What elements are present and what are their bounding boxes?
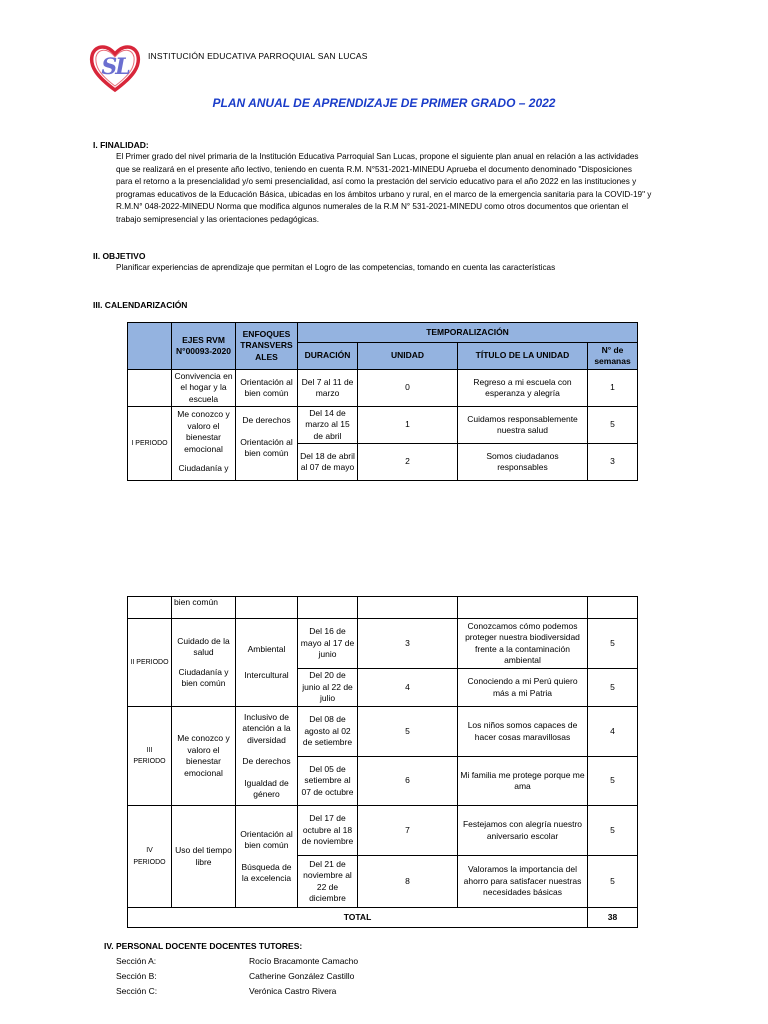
total-value: 38 <box>588 908 638 928</box>
enfoque-text: Orientación al bien común <box>240 436 293 458</box>
table-row <box>128 597 638 619</box>
calendar-table-part-2 <box>127 596 638 928</box>
periodo-cell: I PERIODO <box>128 407 172 481</box>
personal-heading: IV. PERSONAL DOCENTE DOCENTES TUTORES: <box>104 941 303 951</box>
eje-cell <box>172 407 236 481</box>
semanas-cell: 3 <box>588 444 638 481</box>
tutor-name: Verónica Castro Rivera <box>249 986 337 996</box>
titulo-cell: Somos ciudadanos responsables <box>458 444 588 481</box>
enfoque-text: Inclusivo de atención a la diversidad <box>242 711 291 745</box>
tutor-name: Catherine González Castillo <box>249 971 355 981</box>
enfoque-text: Orientación al bien común <box>240 828 293 850</box>
table-row <box>128 806 638 856</box>
duracion-cell: Del 16 de mayo al 17 de junio <box>298 619 358 669</box>
enfoque-text: De derechos <box>242 756 291 766</box>
header-periodo <box>128 323 172 370</box>
header-unidad: UNIDAD <box>358 343 458 370</box>
semanas-cell: 5 <box>588 669 638 707</box>
titulo-cell-empty <box>458 597 588 619</box>
header-semanas: N° de semanas <box>588 343 638 370</box>
semanas-cell: 5 <box>588 619 638 669</box>
semanas-cell: 5 <box>588 407 638 444</box>
objetivo-text: Planificar experiencias de aprendizaje que permitan el Logro de las competencias, tomando en cuenta las características <box>116 263 556 272</box>
header-temporalizacion: TEMPORALIZACIÓN <box>298 323 638 343</box>
titulo-cell: Valoramos la importancia del ahorro para satisfacer nuestras necesidades básicas <box>458 856 588 908</box>
objetivo-heading: II. OBJETIVO <box>93 251 146 261</box>
institution-name: INSTITUCIÓN EDUCATIVA PARROQUIAL SAN LUCAS <box>148 51 368 61</box>
enfoque-cell: Orientación al bien común <box>236 370 298 407</box>
duracion-cell: Del 7 al 11 de marzo <box>298 370 358 407</box>
header-titulo: TÍTULO DE LA UNIDAD <box>458 343 588 370</box>
titulo-cell: Conociendo a mi Perú quiero más a mi Patria <box>458 669 588 707</box>
header-enfoques: ENFOQUES TRANSVERS ALES <box>236 323 298 370</box>
semanas-cell: 5 <box>588 757 638 806</box>
periodo-cell: II PERIODO <box>128 619 172 707</box>
duracion-cell: Del 18 de abril al 07 de mayo <box>298 444 358 481</box>
eje-cell: Convivencia en el hogar y la escuela <box>172 370 236 407</box>
semanas-cell: 4 <box>588 707 638 757</box>
titulo-cell: Festejamos con alegría nuestro aniversario escolar <box>458 806 588 856</box>
unidad-cell: 0 <box>358 370 458 407</box>
finalidad-line: para el retorno a la presencialidad y/o semi presencialidad, así como la prestación del servicio educativo para el año 2022 en las instituciones y <box>116 177 637 186</box>
seccion-label: Sección C: <box>116 986 158 996</box>
enfoque-text: Intercultural <box>244 669 289 680</box>
school-logo <box>86 38 144 96</box>
table-row <box>128 407 638 444</box>
enfoque-text: Búsqueda de la excelencia <box>241 861 292 883</box>
duracion-cell: Del 14 de marzo al 15 de abril <box>298 407 358 444</box>
unidad-cell: 2 <box>358 444 458 481</box>
enfoque-text: Igualdad de género <box>244 777 289 799</box>
enfoque-cell <box>236 619 298 707</box>
enfoque-text: Ambiental <box>247 644 286 654</box>
duracion-cell: Del 20 de junio al 22 de julio <box>298 669 358 707</box>
seccion-label: Sección B: <box>116 971 157 981</box>
titulo-cell: Regreso a mi escuela con esperanza y alegría <box>458 370 588 407</box>
duracion-cell: Del 17 de octubre al 18 de noviembre <box>298 806 358 856</box>
titulo-cell: Conozcamos cómo podemos proteger nuestra biodiversidad frente a la contaminación ambiental <box>458 619 588 669</box>
enfoque-cell <box>236 707 298 806</box>
eje-cell: bien común <box>172 597 236 619</box>
document-header <box>86 38 368 96</box>
enfoque-cell <box>236 806 298 908</box>
table-row <box>128 619 638 669</box>
finalidad-heading: I. FINALIDAD: <box>93 140 149 150</box>
unidad-cell-empty <box>358 597 458 619</box>
finalidad-text <box>116 151 718 226</box>
calendarizacion-heading: III. CALENDARIZACIÓN <box>93 300 188 310</box>
header-duracion: DURACIÓN <box>298 343 358 370</box>
duracion-cell: Del 21 de noviembre al 22 de diciembre <box>298 856 358 908</box>
finalidad-line: programas educativos de la Educación Básica, ubicadas en los ámbitos urbano y rural, en el marco de la emergencia sanitaria para la COVID-19" y <box>116 189 652 199</box>
unidad-cell: 4 <box>358 669 458 707</box>
eje-text: Me conozco y valoro el bienestar emocional <box>177 409 230 454</box>
semanas-cell: 5 <box>588 856 638 908</box>
tutor-name: Rocío Bracamonte Camacho <box>249 956 359 966</box>
unidad-cell: 6 <box>358 757 458 806</box>
finalidad-line: que se realizará en el presente año lectivo, teniendo en cuenta R.M. N°531-2021-MINEDU Aprueba el documento denominado "Disposiciones <box>116 164 632 174</box>
total-row <box>128 908 638 928</box>
semanas-cell: 5 <box>588 806 638 856</box>
unidad-cell: 8 <box>358 856 458 908</box>
finalidad-line: trabajo semipresencial y las orientaciones pedagógicas. <box>116 214 319 224</box>
unidad-cell: 1 <box>358 407 458 444</box>
semanas-cell: 1 <box>588 370 638 407</box>
duracion-cell-empty <box>298 597 358 619</box>
periodo-cell-empty <box>128 597 172 619</box>
eje-text: Cuidado de la salud <box>177 635 230 657</box>
finalidad-line: El Primer grado del nivel primaria de la Institución Educativa Parroquial San Lucas, propone el siguiente plan anual en relación a las actividades <box>116 152 639 161</box>
eje-cell: Uso del tiempo libre <box>172 806 236 908</box>
periodo-cell: IV PERIODO <box>128 806 172 908</box>
enfoque-cell-empty <box>236 597 298 619</box>
finalidad-line: R.M.N° 048-2022-MINEDU Norma que modifica algunos numerales de la R.M N° 531-2021-MINEDU como otros documentos que orientan el <box>116 202 629 211</box>
unidad-cell: 3 <box>358 619 458 669</box>
titulo-cell: Cuidamos responsablemente nuestra salud <box>458 407 588 444</box>
table-row <box>128 707 638 757</box>
duracion-cell: Del 05 de setiembre al 07 de octubre <box>298 757 358 806</box>
calendar-table-part-1 <box>127 322 638 481</box>
unidad-cell: 7 <box>358 806 458 856</box>
eje-text: Ciudadanía y <box>178 463 229 473</box>
header-ejes: EJES RVM N°00093-2020 <box>172 323 236 370</box>
logo-letters: SL <box>101 54 129 80</box>
total-label: TOTAL <box>128 908 588 928</box>
enfoque-text: De derechos <box>242 415 291 425</box>
titulo-cell: Los niños somos capaces de hacer cosas maravillosas <box>458 707 588 757</box>
duracion-cell: Del 08 de agosto al 02 de setiembre <box>298 707 358 757</box>
unidad-cell: 5 <box>358 707 458 757</box>
eje-cell <box>172 619 236 707</box>
table-row <box>128 370 638 407</box>
eje-text: Ciudadanía y bien común <box>178 666 229 688</box>
seccion-label: Sección A: <box>116 956 157 966</box>
periodo-cell: III PERIODO <box>128 707 172 806</box>
semanas-cell-empty <box>588 597 638 619</box>
document-title: PLAN ANUAL DE APRENDIZAJE DE PRIMER GRADO – 2022 <box>212 96 556 110</box>
enfoque-cell <box>236 407 298 481</box>
eje-cell: Me conozco y valoro el bienestar emocional <box>172 707 236 806</box>
titulo-cell: Mi familia me protege porque me ama <box>458 757 588 806</box>
periodo-cell-empty <box>128 370 172 407</box>
